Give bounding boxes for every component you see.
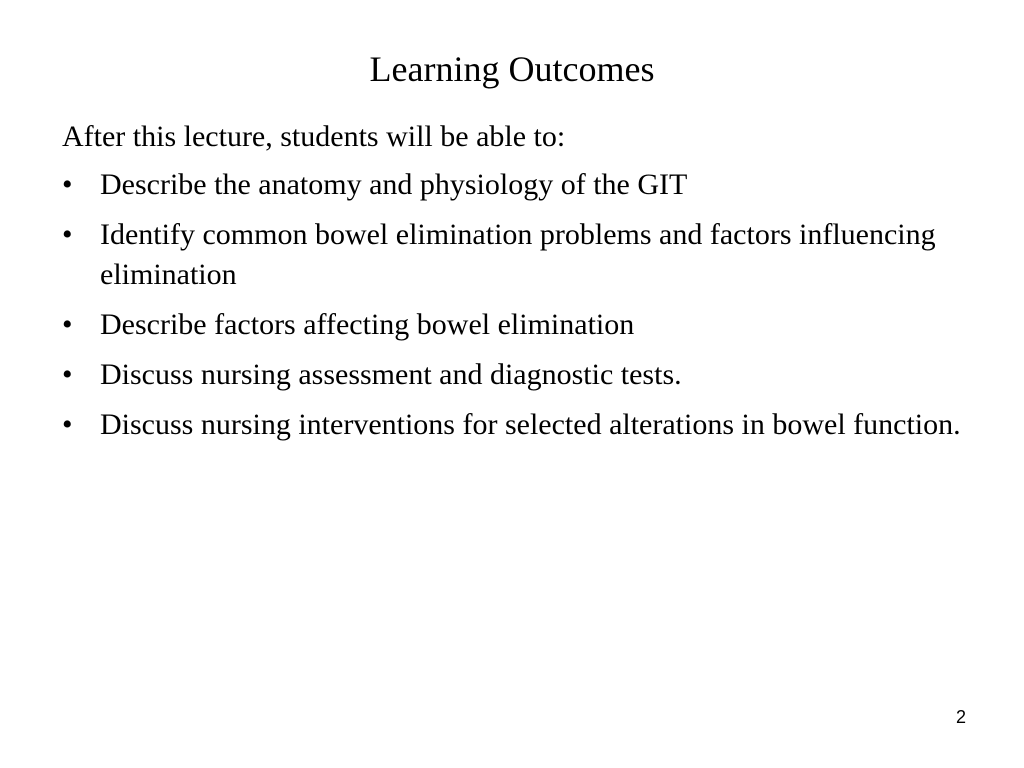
- list-item: [62, 405, 962, 445]
- bullet-icon: •: [62, 408, 73, 441]
- learning-outcomes-list: [62, 165, 962, 445]
- bullet-icon: •: [62, 218, 73, 251]
- outcome-text: Describe factors affecting bowel elimination: [100, 308, 635, 341]
- list-item: [62, 215, 962, 295]
- bullet-icon: •: [62, 308, 73, 341]
- list-item: [62, 305, 962, 345]
- list-item: [62, 355, 962, 395]
- outcome-text: Describe the anatomy and physiology of the GIT: [100, 168, 688, 201]
- bullet-icon: •: [62, 358, 73, 391]
- slide-title: Learning Outcomes: [369, 49, 655, 89]
- outcome-text: Identify common bowel elimination problems and factors influencing elimination: [100, 218, 936, 291]
- bullet-icon: •: [62, 168, 73, 201]
- list-item: [62, 165, 962, 205]
- page-number: 2: [955, 707, 966, 727]
- slide-body: [62, 117, 962, 455]
- intro-text: After this lecture, students will be able to:: [62, 120, 566, 153]
- outcome-text: Discuss nursing interventions for selected alterations in bowel function.: [100, 408, 961, 441]
- outcome-text: Discuss nursing assessment and diagnostic tests.: [100, 358, 682, 391]
